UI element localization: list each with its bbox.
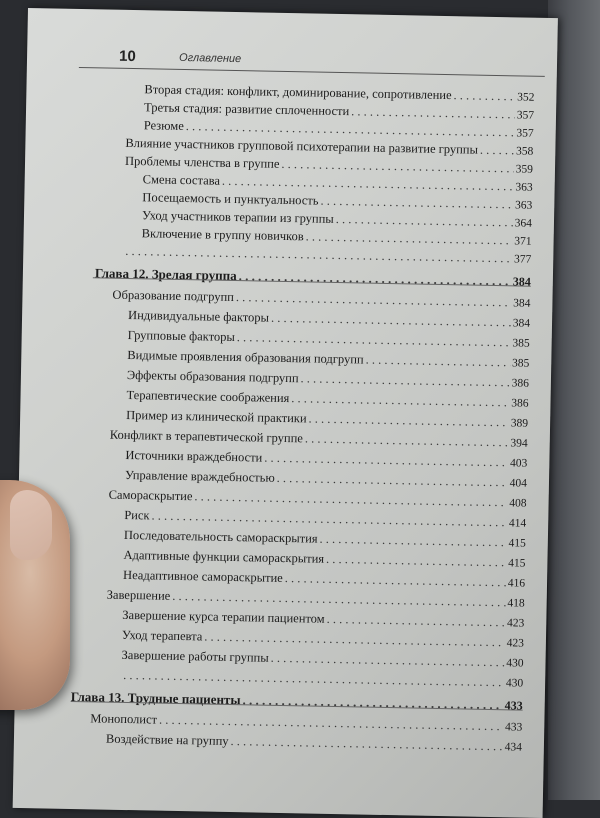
toc-entry: Эффекты образования подгрупп . . . 386 xyxy=(127,368,529,391)
toc-chapter-13: Глава 13. Трудные пациенты . . . 433 xyxy=(71,689,523,714)
toc-entry: Терапевтические соображения . . . 386 xyxy=(126,388,528,411)
toc-entry: Видимые проявления образования подгрупп . . . 385 xyxy=(127,348,529,371)
toc-entry: . . . 430 xyxy=(121,668,523,691)
toc-entry: Уход участников терапии из группы . . . 364 xyxy=(142,208,532,230)
running-head: Оглавление xyxy=(178,51,242,66)
toc-entry: Самораскрытие . . . 408 xyxy=(109,488,527,511)
toc-entry: Риск . . . 414 xyxy=(124,508,526,531)
toc-entry: Управление враждебностью . . . 404 xyxy=(125,468,527,491)
toc-entry: Воздействие на группу . . . 434 xyxy=(106,732,522,755)
toc-entry: Образование подгрупп . . . 384 xyxy=(112,288,530,311)
toc-entry: Индивидуальные факторы . . . 384 xyxy=(128,308,530,331)
toc-entry: Включение в группу новичков . . . 371 xyxy=(142,226,532,248)
toc-entry: Резюме . . . 357 xyxy=(144,118,534,140)
toc-chapter-12: Глава 12. Зрелая группа . . . 384 xyxy=(95,265,531,289)
toc-entry: Посещаемость и пунктуальность . . . 363 xyxy=(142,190,532,212)
toc-entry: Третья стадия: развитие сплоченности . . . 357 xyxy=(144,100,534,122)
toc-entry: Источники враждебности . . . 403 xyxy=(125,448,527,471)
toc-entry: Пример из клинической практики . . . 389 xyxy=(126,408,528,431)
toc-entry: Влияние участников групповой психотерапии на развитие группы . . . 358 xyxy=(125,136,533,159)
toc-entry: Конфликт в терапевтической группе . . . 394 xyxy=(110,428,528,451)
toc-entry: Завершение курса терапии пациентом . . . 423 xyxy=(122,608,524,631)
toc-entry: Смена состава . . . 363 xyxy=(143,172,533,194)
thumb-finger xyxy=(0,480,70,710)
thumbnail-shading xyxy=(10,490,52,560)
toc-entry: Завершение . . . 418 xyxy=(107,588,525,611)
toc-entry: Адаптивные функции самораскрытия . . . 415 xyxy=(123,548,525,571)
toc-entry: Последовательность самораскрытия . . . 415 xyxy=(124,528,526,551)
toc-entry: Проблемы членства в группе . . . 359 xyxy=(125,154,533,177)
table-of-contents xyxy=(13,8,558,818)
toc-entry: Монополист . . . 433 xyxy=(90,711,522,734)
toc-entry: Вторая стадия: конфликт, доминирование, сопротивление . . . 352 xyxy=(144,82,534,104)
toc-entry: . . . 377 xyxy=(123,244,531,267)
page-number: 10 xyxy=(118,47,136,66)
toc-entry: Групповые факторы . . . 385 xyxy=(128,328,530,351)
toc-entry: Неадаптивное самораскрытие . . . 416 xyxy=(123,568,525,591)
book-page xyxy=(13,8,558,818)
toc-entry: Уход терапевта . . . 423 xyxy=(122,628,524,651)
toc-entry: Завершение работы группы . . . 430 xyxy=(121,648,523,671)
